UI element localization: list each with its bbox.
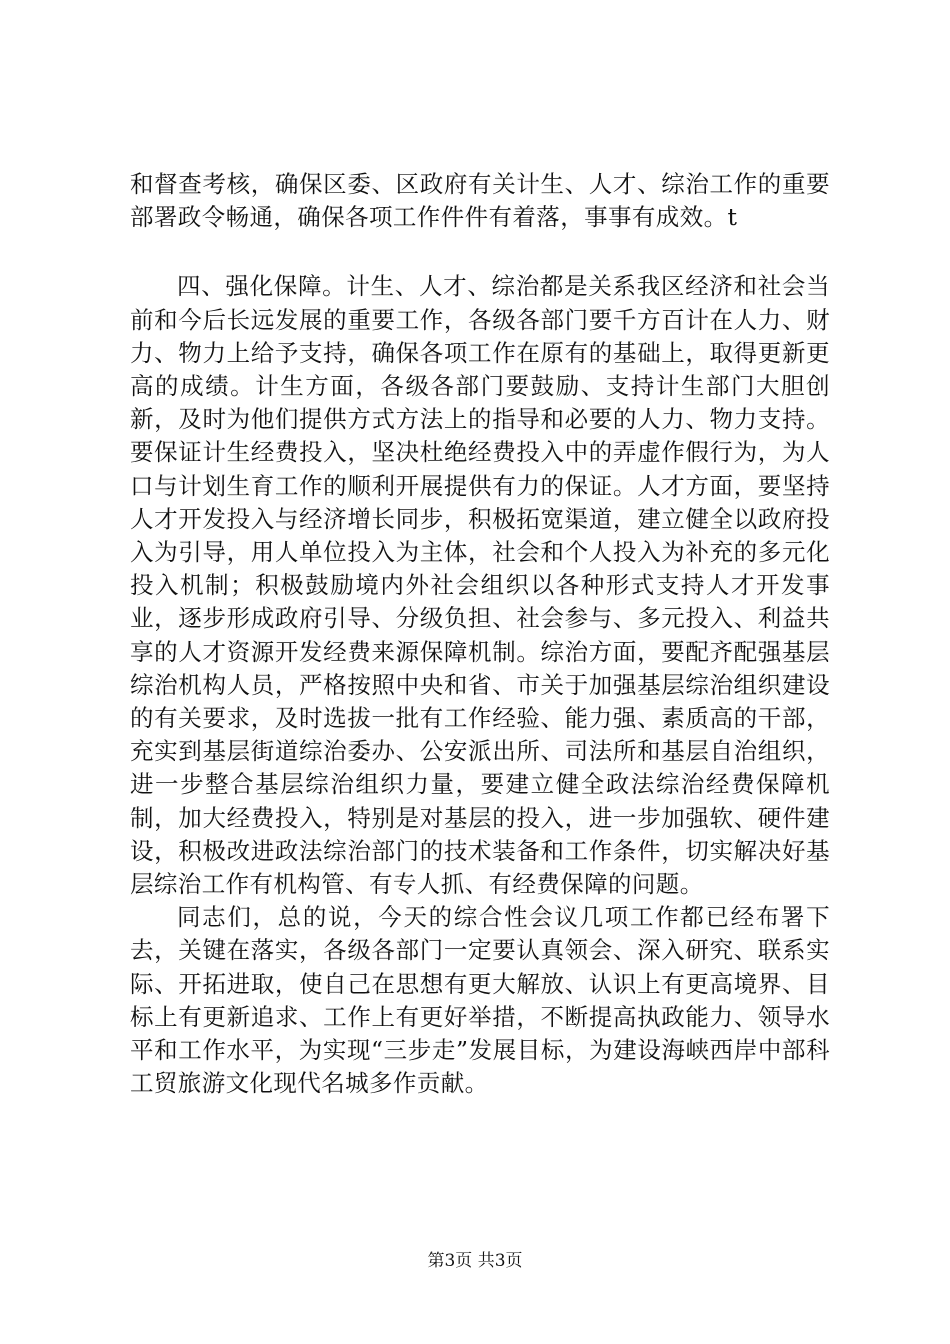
paragraph-closing: 同志们，总的说，今天的综合性会议几项工作都已经布署下去，关键在落实，各级各部门一定要认真领会、深入研究、联系实际、开拓进取，使自己在思想有更大解放、认识上有更高境界、目标上有更新追求、工作上有更好举措，不断提高执政能力、领导水平和工作水平，为实现“三步走”发展目标，为建设海峡西岸中部科工贸旅游文化现代名城多作贡献。 bbox=[130, 903, 830, 1098]
paragraph-section-four: 四、强化保障。计生、人才、综治都是关系我区经济和社会当前和今后长远发展的重要工作，各级各部门要千方百计在人力、财力、物力上给予支持，确保各项工作在原有的基础上，取得更新更高的成绩。计生方面，各级各部门要鼓励、支持计生部门大胆创新，及时为他们提供方式方法上的指导和必要的人力、物力支持。要保证计生经费投入，坚决杜绝经费投入中的弄虚作假行为，为人口与计划生育工作的顺利开展提供有力的保证。人才方面，要坚持人才开发投入与经济增长同步，积极拓宽渠道，建立健全以政府投入为引导，用人单位投入为主体，社会和个人投入为补充的多元化投入机制；积极鼓励境内外社会组织以各种形式支持人才开发事业，逐步形成政府引导、分级负担、社会参与、多元投入、利益共享的人才资源开发经费来源保障机制。综治方面，要配齐配强基层综治机构人员，严格按照中央和省、市关于加强基层综治组织建设的有关要求，及时选拔一批有工作经验、能力强、素质高的干部，充实到基层街道综治委办、公安派出所、司法所和基层自治组织，进一步整合基层综治组织力量，要建立健全政法综治经费保障机制，加大经费投入，特别是对基层的投入，进一步加强软、硬件建设，积极改进政法综治部门的技术装备和工作条件，切实解决好基层综治工作有机构管、有专人抓、有经费保障的问题。 bbox=[130, 272, 830, 899]
paragraph-continuation: 和督查考核，确保区委、区政府有关计生、人才、综治工作的重要部署政令畅通，确保各项工作件件有着落，事事有成效。t bbox=[130, 170, 830, 232]
document-body bbox=[130, 168, 830, 1100]
page-footer: 第3页 共3页 bbox=[427, 1251, 523, 1271]
paragraph-gap bbox=[130, 234, 830, 270]
